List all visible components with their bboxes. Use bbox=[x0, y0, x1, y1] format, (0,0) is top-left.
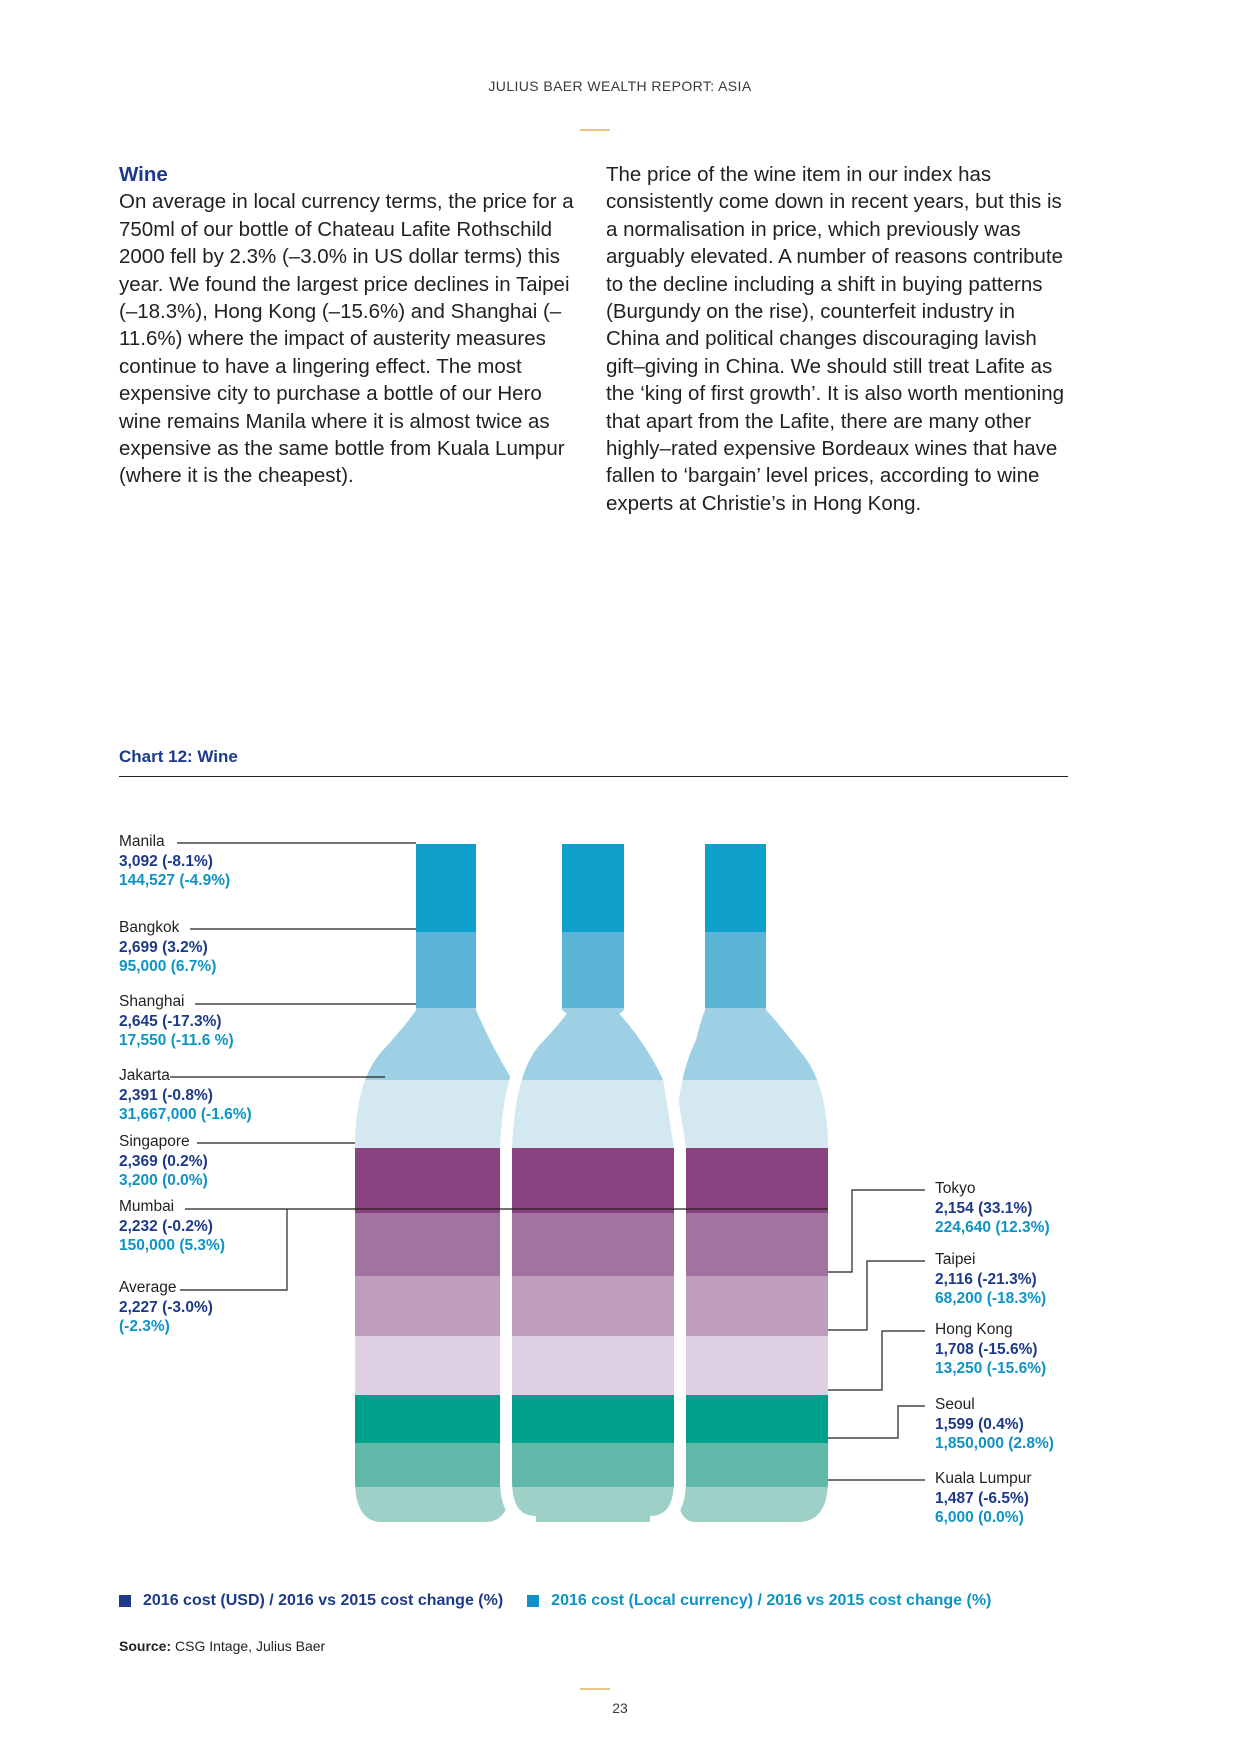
band-tokyo bbox=[340, 1276, 840, 1336]
city-name: Bangkok bbox=[119, 919, 180, 936]
label-average bbox=[119, 1278, 213, 1337]
local-value: 144,527 (-4.9%) bbox=[119, 872, 231, 889]
usd-value: 1,487 (-6.5%) bbox=[935, 1489, 1029, 1507]
usd-value: 2,645 (-17.3%) bbox=[119, 1012, 222, 1030]
usd-value: 1,599 (0.4%) bbox=[935, 1415, 1024, 1433]
usd-value: 2,391 (-0.8%) bbox=[119, 1086, 213, 1104]
usd-value: 2,369 (0.2%) bbox=[119, 1152, 208, 1170]
local-value: (-2.3%) bbox=[119, 1318, 170, 1335]
leader-hong-kong bbox=[828, 1331, 925, 1390]
legend-swatch-local bbox=[527, 1595, 539, 1607]
city-name: Hong Kong bbox=[935, 1321, 1013, 1338]
page-number: 23 bbox=[612, 1700, 628, 1716]
city-name: Taipei bbox=[935, 1251, 976, 1268]
local-value: 17,550 (-11.6 %) bbox=[119, 1032, 234, 1049]
band-shanghai bbox=[340, 1008, 840, 1080]
usd-value: 3,092 (-8.1%) bbox=[119, 852, 213, 870]
band-singapore bbox=[340, 1148, 840, 1213]
source-text: CSG Intage, Julius Baer bbox=[175, 1638, 326, 1654]
local-value: 13,250 (-15.6%) bbox=[935, 1360, 1047, 1377]
usd-value: 2,154 (33.1%) bbox=[935, 1199, 1033, 1217]
column-2-text: The price of the wine item in our index has consistently come down in recent years, but this is a normalisation in price, which previously was arguably elevated. A number of reasons contribute to the decline including a shift in buying patterns (Burgundy on the rise), counterfeit industry in China and political changes discouraging lavish gift–giving in China. We should still treat Lafite as the ‘king of first growth’. It is also worth mentioning that apart from the Lafite, there are many other highly–rated expensive Bordeaux wines that have fallen to ‘bargain’ level prices, according to wine experts at Christie’s in Hong Kong. bbox=[606, 163, 1065, 515]
usd-value: 2,699 (3.2%) bbox=[119, 938, 208, 956]
section-title: Wine bbox=[119, 163, 168, 186]
label-bangkok bbox=[119, 918, 216, 977]
local-value: 68,200 (-18.3%) bbox=[935, 1290, 1047, 1307]
label-kuala-lumpur bbox=[935, 1469, 1032, 1528]
city-name: Manila bbox=[119, 833, 165, 850]
source-label: Source: bbox=[119, 1638, 172, 1654]
legend-label-local: 2016 cost (Local currency) / 2016 vs 2015 cost change (%) bbox=[551, 1592, 992, 1609]
city-name: Mumbai bbox=[119, 1198, 175, 1215]
chart-title: Chart 12: Wine bbox=[119, 747, 238, 766]
legend-swatch-usd bbox=[119, 1595, 131, 1607]
source-note bbox=[119, 1638, 325, 1654]
local-value: 150,000 (5.3%) bbox=[119, 1237, 225, 1254]
legend-usd bbox=[119, 1592, 503, 1610]
band-seoul bbox=[340, 1443, 840, 1487]
usd-value: 2,232 (-0.2%) bbox=[119, 1217, 213, 1235]
city-name: Tokyo bbox=[935, 1180, 976, 1197]
band-bangkok bbox=[340, 932, 840, 1008]
label-mumbai bbox=[119, 1197, 225, 1256]
label-jakarta bbox=[119, 1066, 252, 1125]
label-taipei bbox=[935, 1250, 1046, 1309]
label-hong-kong bbox=[935, 1320, 1046, 1379]
bottle-bands bbox=[340, 844, 840, 1530]
leader-taipei bbox=[828, 1261, 925, 1330]
usd-value: 1,708 (-15.6%) bbox=[935, 1340, 1038, 1358]
label-singapore bbox=[119, 1132, 208, 1191]
city-name: Singapore bbox=[119, 1133, 190, 1150]
city-name: Shanghai bbox=[119, 993, 185, 1010]
chart-legend bbox=[119, 1592, 1015, 1610]
band-manila bbox=[340, 844, 840, 932]
leader-tokyo bbox=[828, 1190, 925, 1272]
usd-value: 2,227 (-3.0%) bbox=[119, 1298, 213, 1316]
local-value: 6,000 (0.0%) bbox=[935, 1509, 1024, 1526]
column-1-text: On average in local currency terms, the price for a 750ml of our bottle of Chateau Lafite Rothschild 2000 fell by 2.3% (–3.0% in US dollar terms) this year. We found the largest price declines in Taipei (–18.3%), Hong Kong (–15.6%) and Shanghai (–11.6%) where the impact of austerity measures continue to have a lingering effect. The most expensive city to purchase a bottle of our Hero wine remains Manila where it is almost twice as expensive as the same bottle from Kuala Lumpur (where it is the cheapest). bbox=[119, 190, 574, 488]
label-tokyo bbox=[935, 1179, 1050, 1238]
usd-value: 2,116 (-21.3%) bbox=[935, 1270, 1037, 1288]
city-name: Average bbox=[119, 1279, 177, 1296]
report-header: JULIUS BAER WEALTH REPORT: ASIA bbox=[488, 78, 752, 94]
city-name: Kuala Lumpur bbox=[935, 1470, 1032, 1487]
label-manila bbox=[119, 832, 230, 891]
local-value: 224,640 (12.3%) bbox=[935, 1219, 1050, 1236]
legend-label-usd: 2016 cost (USD) / 2016 vs 2015 cost change (%) bbox=[143, 1592, 504, 1609]
label-seoul bbox=[935, 1395, 1054, 1454]
leader-seoul bbox=[828, 1406, 925, 1438]
local-value: 31,667,000 (-1.6%) bbox=[119, 1106, 252, 1123]
city-name: Jakarta bbox=[119, 1067, 170, 1084]
label-shanghai bbox=[119, 992, 234, 1051]
legend-local bbox=[527, 1592, 991, 1610]
band-hong-kong bbox=[340, 1395, 840, 1443]
band-taipei bbox=[340, 1336, 840, 1395]
local-value: 95,000 (6.7%) bbox=[119, 958, 217, 975]
local-value: 3,200 (0.0%) bbox=[119, 1172, 208, 1189]
band-jakarta bbox=[340, 1080, 840, 1148]
band-mumbai bbox=[340, 1213, 840, 1276]
footer-rule bbox=[580, 1688, 610, 1690]
city-name: Seoul bbox=[935, 1396, 975, 1413]
local-value: 1,850,000 (2.8%) bbox=[935, 1435, 1054, 1452]
band-kuala-lumpur bbox=[340, 1487, 840, 1530]
